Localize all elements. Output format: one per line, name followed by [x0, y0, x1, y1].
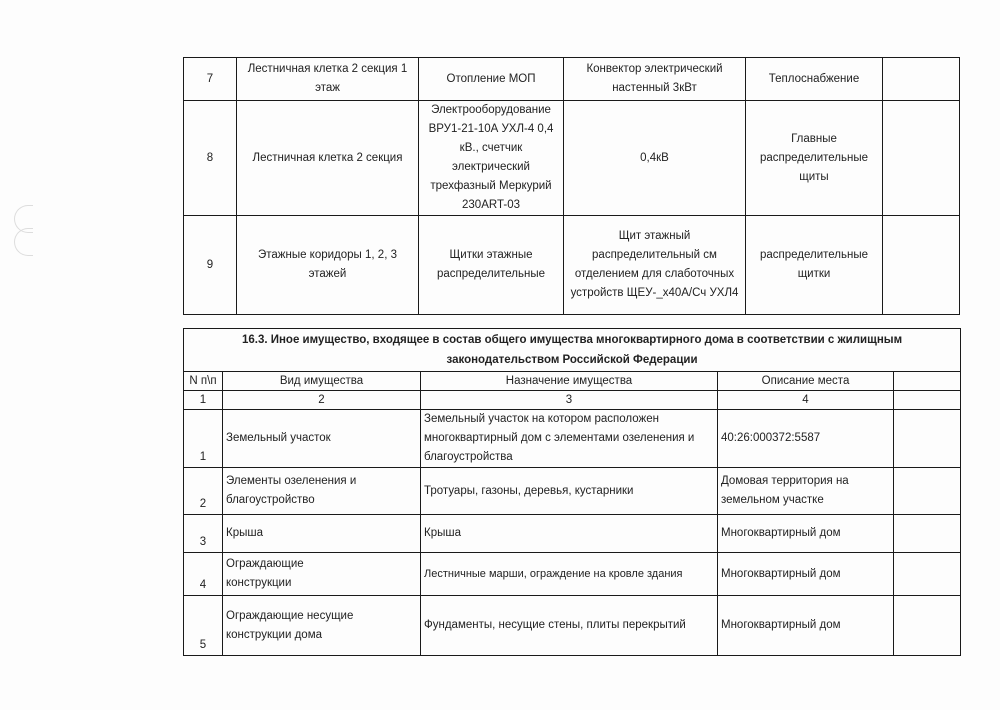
system-cell: распределительные щитки — [746, 216, 883, 315]
table-row — [184, 596, 961, 656]
place-cell: Многоквартирный дом — [718, 596, 894, 656]
equipment-cell: Конвектор электрический настенный 3кВт — [564, 58, 746, 101]
system-cell: Главные распределительные щиты — [746, 101, 883, 216]
row-number: 4 — [184, 553, 223, 596]
other-property-table — [183, 328, 961, 656]
extra-cell — [894, 410, 961, 468]
row-number: 2 — [184, 468, 223, 515]
row-number: 7 — [184, 58, 237, 101]
system-cell: Теплоснабжение — [746, 58, 883, 101]
purpose-cell: Отопление МОП — [419, 58, 564, 101]
row-number: 5 — [184, 596, 223, 656]
location-cell: Этажные коридоры 1, 2, 3 этажей — [237, 216, 419, 315]
section-title: 16.3. Иное имущество, входящее в состав общего имущества многоквартирного дома в соответствии с жилищным законодательством Российской Федерации — [184, 329, 961, 372]
col-number: 2 — [223, 391, 421, 410]
header-empty — [894, 372, 961, 391]
kind-cell: Ограждающие несущие конструкции дома — [223, 596, 421, 656]
header-number: N п\п — [184, 372, 223, 391]
purpose-cell: Щитки этажные распределительные — [419, 216, 564, 315]
kind-cell: Крыша — [223, 515, 421, 553]
row-number: 8 — [184, 101, 237, 216]
kind-cell: Элементы озеленения и благоустройство — [223, 468, 421, 515]
place-cell: 40:26:000372:5587 — [718, 410, 894, 468]
equipment-table — [183, 57, 960, 315]
table-row — [184, 553, 961, 596]
purpose-cell: Тротуары, газоны, деревья, кустарники — [421, 468, 718, 515]
column-number-row — [184, 391, 961, 410]
header-kind: Вид имущества — [223, 372, 421, 391]
purpose-cell: Земельный участок на котором расположен многоквартирный дом с элементами озеленения и благоустройства — [421, 410, 718, 468]
location-cell: Лестничная клетка 2 секция 1 этаж — [237, 58, 419, 101]
equipment-cell: 0,4кВ — [564, 101, 746, 216]
kind-cell: Ограждающие конструкции — [223, 553, 421, 596]
place-cell: Домовая территория на земельном участке — [718, 468, 894, 515]
row-number: 9 — [184, 216, 237, 315]
extra-cell — [894, 553, 961, 596]
table-row — [184, 468, 961, 515]
equipment-cell: Щит этажный распределительный см отделением для слаботочных устройств ЩЕУ-_х40А/Сч УХЛ4 — [564, 216, 746, 315]
col-number-empty — [894, 391, 961, 410]
header-purpose: Назначение имущества — [421, 372, 718, 391]
col-number: 1 — [184, 391, 223, 410]
punch-hole-mark — [14, 228, 33, 256]
extra-cell — [883, 58, 960, 101]
purpose-cell: Крыша — [421, 515, 718, 553]
table-row — [184, 101, 960, 216]
kind-cell: Земельный участок — [223, 410, 421, 468]
extra-cell — [883, 101, 960, 216]
place-cell: Многоквартирный дом — [718, 515, 894, 553]
table-row — [184, 410, 961, 468]
header-place: Описание места — [718, 372, 894, 391]
purpose-cell: Электрооборудование ВРУ1-21-10А УХЛ-4 0,4 кВ., счетчик электрический трехфазный Меркурий 230ART-03 — [419, 101, 564, 216]
extra-cell — [883, 216, 960, 315]
col-number: 3 — [421, 391, 718, 410]
purpose-cell: Лестничные марши, ограждение на кровле здания — [421, 553, 718, 596]
table-row — [184, 515, 961, 553]
header-row — [184, 372, 961, 391]
extra-cell — [894, 596, 961, 656]
extra-cell — [894, 468, 961, 515]
row-number: 1 — [184, 410, 223, 468]
table-row — [184, 216, 960, 315]
extra-cell — [894, 515, 961, 553]
row-number: 3 — [184, 515, 223, 553]
location-cell: Лестничная клетка 2 секция — [237, 101, 419, 216]
place-cell: Многоквартирный дом — [718, 553, 894, 596]
purpose-cell: Фундаменты, несущие стены, плиты перекрытий — [421, 596, 718, 656]
table-row — [184, 58, 960, 101]
col-number: 4 — [718, 391, 894, 410]
